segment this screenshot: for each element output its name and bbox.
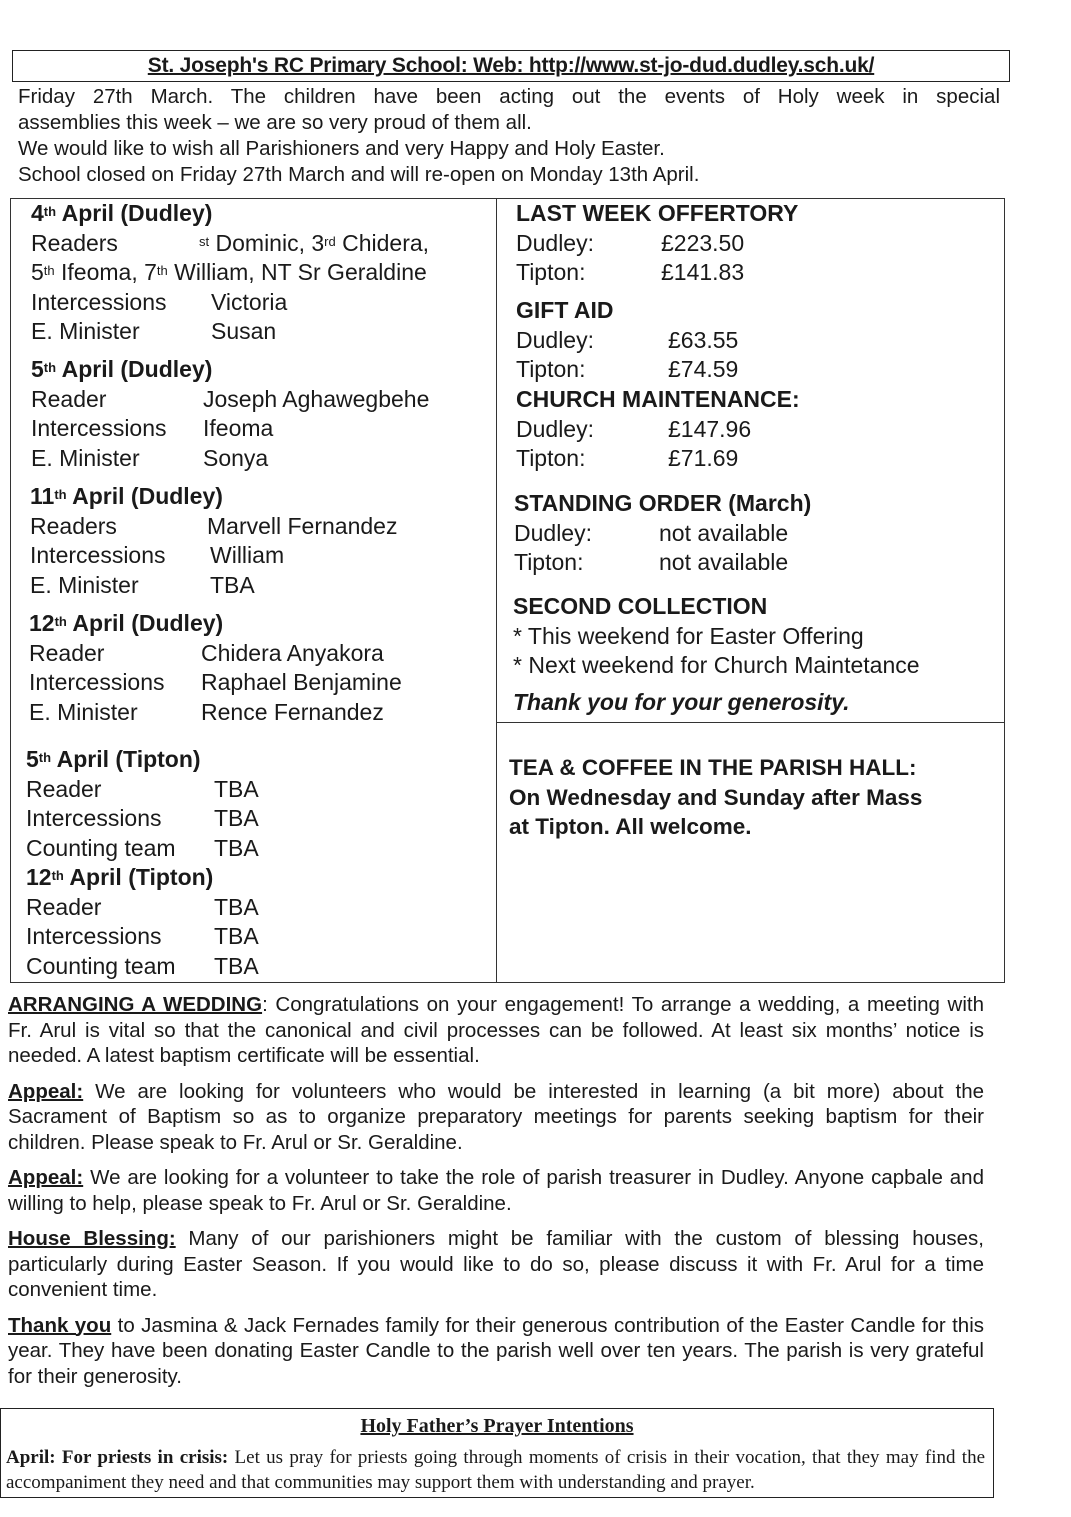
finance-row	[514, 548, 811, 578]
maintenance-title: CHURCH MAINTENANCE:	[516, 386, 800, 412]
notice-house-blessing	[8, 1226, 984, 1303]
rota-row	[31, 414, 429, 444]
finance-label: Tipton:	[516, 445, 586, 471]
rota-role: Reader	[29, 639, 105, 666]
finance-row	[516, 258, 798, 288]
finance-value: £71.69	[668, 445, 739, 471]
notice-thank-you	[8, 1313, 984, 1390]
finance-row	[516, 229, 798, 259]
rota-value: Victoria	[211, 288, 288, 315]
school-intro	[18, 84, 1000, 188]
standing-order-section	[514, 489, 811, 578]
rota-role: Intercessions	[26, 805, 162, 831]
finance-label: Dudley:	[516, 326, 594, 353]
rota-value: Raphael Benjamine	[201, 669, 402, 695]
notice-text: to Jasmina & Jack Fernades family for their generous contribution of the Easter Candle for this year. They have been donating Easter Candle to the parish well over ten years. The parish is very grateful for their generosity.	[8, 1313, 985, 1388]
rota-value: TBA	[214, 775, 259, 802]
finance-value: £147.96	[668, 415, 752, 442]
rota-row	[31, 385, 429, 415]
rota-row	[29, 668, 402, 698]
rota-value: William	[210, 542, 285, 568]
finance-label: Dudley:	[516, 415, 594, 442]
column-divider	[496, 199, 497, 982]
finance-value: £141.83	[661, 259, 745, 285]
tea-coffee-line: at Tipton. All welcome.	[509, 814, 752, 839]
prayer-intentions-box	[0, 1408, 994, 1498]
second-collection-section	[513, 592, 920, 717]
notice-text: Many of our parishioners might be familiar with the custom of blessing houses, particularly during Easter Season. If you would like to do so, please discuss it with Fr. Arul for a time convenient time.	[8, 1227, 984, 1301]
rota-value: Joseph Aghawegbehe	[203, 385, 430, 412]
rota-role: Reader	[31, 385, 107, 412]
intro-line: We would like to wish all Parishioners and very Happy and Holy Easter.	[18, 137, 665, 160]
rota-row	[26, 922, 259, 952]
tea-coffee-notice	[509, 753, 922, 842]
prayer-intentions-body	[6, 1445, 985, 1495]
intro-line: School closed on Friday 27th March and will re-open on Monday 13th April.	[18, 163, 700, 186]
notice-text: We are looking for volunteers who would be interested in learning (a bit more) about the Sacrament of Baptism so as to organize preparatory meetings for parents seeking baptism for their children. Please speak to Fr. Arul or Sr. Geraldine.	[8, 1079, 984, 1154]
rota-role: Intercessions	[31, 288, 167, 315]
rota-value: Chidera Anyakora	[201, 639, 384, 666]
offertory-section	[516, 199, 798, 288]
intro-line: Friday 27th March. The children have been acting out the events of Holy week in special	[18, 85, 1000, 108]
rota-role: Intercessions	[26, 923, 162, 949]
rota-role: E. Minister	[29, 698, 138, 725]
rota-row	[31, 258, 429, 288]
school-header-box	[12, 50, 1010, 82]
rota-section-tipton-5	[26, 745, 259, 981]
rota-section-dudley-12	[29, 609, 402, 727]
rota-value: Marvell Fernandez	[207, 512, 398, 539]
finance-label: Dudley:	[516, 229, 594, 256]
second-collection-title: SECOND COLLECTION	[513, 593, 768, 619]
notice-text: We are looking for a volunteer to take the role of parish treasurer in Dudley. Anyone capbale and willing to help, please speak to Fr. Arul or Sr. Geraldine.	[8, 1166, 984, 1215]
rota-row	[31, 444, 429, 474]
notice-label: Appeal:	[8, 1079, 84, 1103]
finance-row	[514, 519, 811, 549]
rota-row	[29, 698, 402, 728]
second-collection-item: * Next weekend for Church Maintetance	[513, 652, 920, 678]
rota-row	[26, 893, 259, 923]
rota-section-dudley-11	[30, 482, 397, 600]
rota-row	[30, 541, 397, 571]
rota-row	[31, 288, 429, 318]
rota-section-title: 5th April (Dudley)	[31, 356, 213, 382]
rota-row	[30, 512, 397, 542]
finance-row	[516, 326, 738, 356]
rota-row	[26, 804, 259, 834]
rota-role: Counting team	[26, 952, 176, 979]
notice-text: Congratulations on your engagement! To arrange a wedding, a meeting with Fr. Arul is vital so that the canonical and civil processes can be followed. At least six months’ notice is needed. A latest baptism certificate will be essential.	[8, 993, 984, 1067]
rota-section-title: 4th April (Dudley)	[31, 200, 213, 226]
rota-section-dudley-5	[31, 355, 429, 473]
finance-value: £74.59	[668, 356, 739, 382]
rota-role: Intercessions	[30, 542, 166, 568]
finance-label: Tipton:	[514, 549, 584, 575]
notice-label: Appeal:	[8, 1166, 84, 1189]
offertory-title: LAST WEEK OFFERTORY	[516, 200, 799, 226]
rota-section-title: 12th April (Tipton)	[26, 864, 214, 890]
finance-row	[516, 415, 800, 445]
intro-line: assemblies this week – we are so very proud of them all.	[18, 111, 532, 134]
rota-value: $^{st}$ Dominic, 3rd Chidera,	[199, 229, 430, 256]
standing-order-title: STANDING ORDER (March)	[514, 490, 812, 516]
rota-role: Intercessions	[29, 669, 165, 695]
thanks-generosity: Thank you for your generosity.	[513, 688, 850, 715]
finance-label: Tipton:	[516, 356, 586, 382]
finance-row	[516, 355, 738, 385]
rota-role: E. Minister	[30, 571, 139, 598]
notice-baptism-appeal	[8, 1079, 984, 1156]
finance-value: not available	[659, 549, 789, 575]
prayer-label: April: For priests in crisis:	[6, 1447, 229, 1468]
rota-section-dudley-4	[31, 199, 429, 347]
maintenance-section	[516, 385, 800, 474]
rota-row	[26, 952, 259, 982]
rota-finance-grid	[10, 198, 1005, 983]
rota-role: Counting team	[26, 834, 176, 861]
right-section-divider	[496, 722, 1004, 723]
rota-value: Sonya	[203, 444, 269, 471]
rota-value: Ifeoma	[203, 415, 274, 441]
rota-role: Reader	[26, 775, 102, 802]
rota-role: E. Minister	[31, 318, 140, 344]
rota-value: TBA	[214, 923, 259, 949]
rota-section-title: 11th April (Dudley)	[30, 483, 223, 509]
notice-treasurer-appeal	[8, 1165, 984, 1216]
rota-role: Reader	[26, 893, 102, 920]
rota-row	[26, 834, 259, 864]
rota-value: Susan	[211, 318, 277, 344]
rota-row	[31, 229, 429, 259]
finance-value: not available	[659, 519, 789, 546]
rota-value: TBA	[214, 834, 259, 861]
rota-section-title: 12th April (Dudley)	[29, 610, 224, 636]
rota-value: TBA	[210, 571, 255, 598]
finance-row	[516, 444, 800, 474]
finance-value: £223.50	[661, 229, 745, 256]
notice-wedding: ARRANGING A WEDDING: Congratulations on your engagement! To arrange a wedding, a meeting with Fr. Arul is vital so that the canonical and civil processes can be followed. At least six months’ notice is needed. A latest baptism certificate will be essential.	[8, 993, 984, 1067]
finance-value: £63.55	[668, 326, 739, 353]
rota-role: Readers	[31, 229, 118, 256]
tea-coffee-line: TEA & COFFEE IN THE PARISH HALL:	[509, 755, 917, 780]
rota-section-title: 5th April (Tipton)	[26, 746, 201, 772]
tea-coffee-line: On Wednesday and Sunday after Mass	[509, 784, 923, 810]
school-header-link[interactable]: St. Joseph's RC Primary School: Web: http://www.st-jo-dud.dudley.sch.uk/	[147, 54, 875, 77]
gift-aid-title: GIFT AID	[516, 297, 614, 323]
gift-aid-section	[516, 296, 738, 385]
rota-value: Rence Fernandez	[201, 698, 384, 725]
parish-notices	[8, 992, 984, 1399]
second-collection-item: * This weekend for Easter Offering	[513, 622, 864, 649]
rota-row	[29, 639, 402, 669]
notice-label: ARRANGING A WEDDING	[8, 993, 263, 1016]
prayer-intentions-title: Holy Father’s Prayer Intentions	[360, 1415, 634, 1437]
rota-value: TBA	[214, 805, 259, 831]
rota-value: 5th Ifeoma, 7th William, NT Sr Geraldine	[31, 259, 427, 285]
notice-label: House Blessing:	[8, 1227, 176, 1250]
rota-role: E. Minister	[31, 444, 140, 471]
rota-row	[31, 317, 429, 347]
prayer-text: Let us pray for priests going through moments of crisis in their vocation, that they may find the accompaniment they need and that communities may support them with understanding and prayer.	[6, 1447, 986, 1493]
finance-label: Tipton:	[516, 259, 586, 285]
rota-role: Intercessions	[31, 415, 167, 441]
rota-value: TBA	[214, 952, 259, 979]
rota-role: Readers	[30, 512, 117, 539]
rota-row	[26, 775, 259, 805]
notice-label: Thank you	[8, 1313, 112, 1337]
finance-label: Dudley:	[514, 519, 592, 546]
rota-row	[30, 571, 397, 601]
rota-value: TBA	[214, 893, 259, 920]
